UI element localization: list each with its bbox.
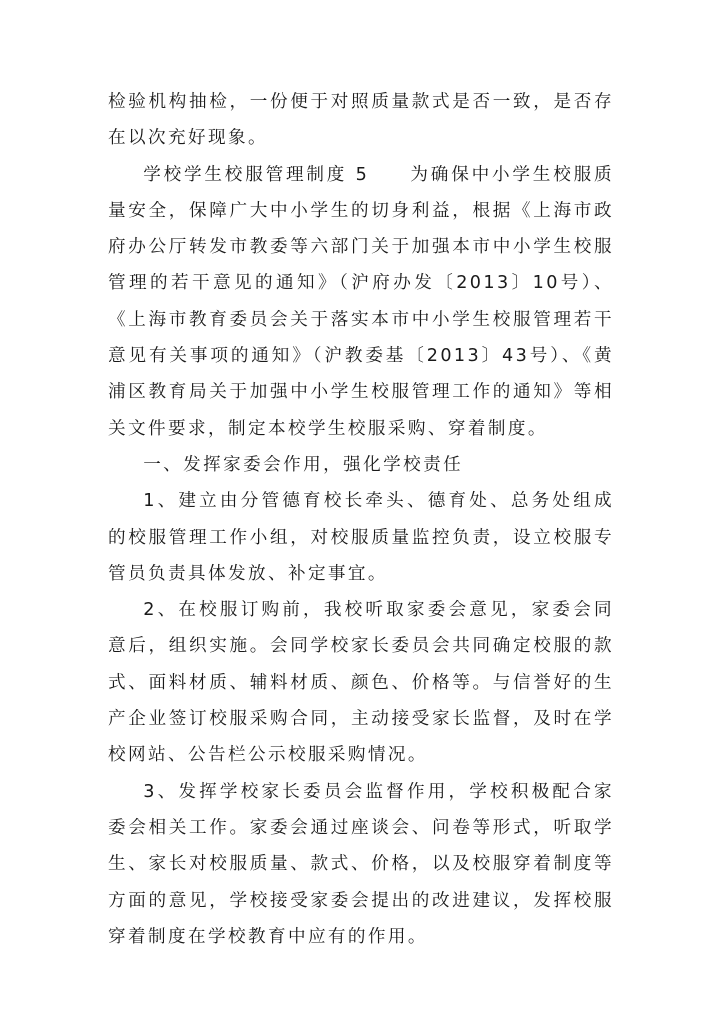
paragraph-item-1: 1、建立由分管德育校长牵头、德育处、总务处组成的校服管理工作小组，对校服质量监控负责，设立校服专管员负责具体发放、补定事宜。 [108,491,614,584]
paragraph-continuation: 检验机构抽检，一份便于对照质量款式是否一致，是否存在以次充好现象。 [108,92,614,149]
paragraph-intro: 学校学生校服管理制度 5 为确保中小学生校服质量安全，保障广大中小学生的切身利益，根据《上海市政府办公厅转发市教委等六部门关于加强本市中小学生校服管理的若干意见的通知》（沪府办发〔2013〕10号）、《上海市教育委员会关于落实本市中小学生校服管理若干意见有关事项的通知》（沪教委基〔2013〕43号）、《黄浦区教育局关于加强中小学生校服管理工作的通知》等相关文件要求，制定本校学生校服采购、穿着制度。 [108,164,614,439]
paragraph-item-2: 2、在校服订购前，我校听取家委会意见，家委会同意后，组织实施。会同学校家长委员会共同确定校服的款式、面料材质、辅料材质、颜色、价格等。与信誉好的生产企业签订校服采购合同，主动接受家长监督，及时在学校网站、公告栏公示校服采购情况。 [108,600,614,766]
section-heading: 一、发挥家委会作用，强化学校责任 [143,454,464,475]
document-page [108,84,614,955]
paragraph-item-3: 3、发挥学校家长委员会监督作用，学校积极配合家委会相关工作。家委会通过座谈会、问卷等形式，听取学生、家长对校服质量、款式、价格，以及校服穿着制度等方面的意见，学校接受家委会提出的改进建议，发挥校服穿着制度在学校教育中应有的作用。 [108,781,614,947]
